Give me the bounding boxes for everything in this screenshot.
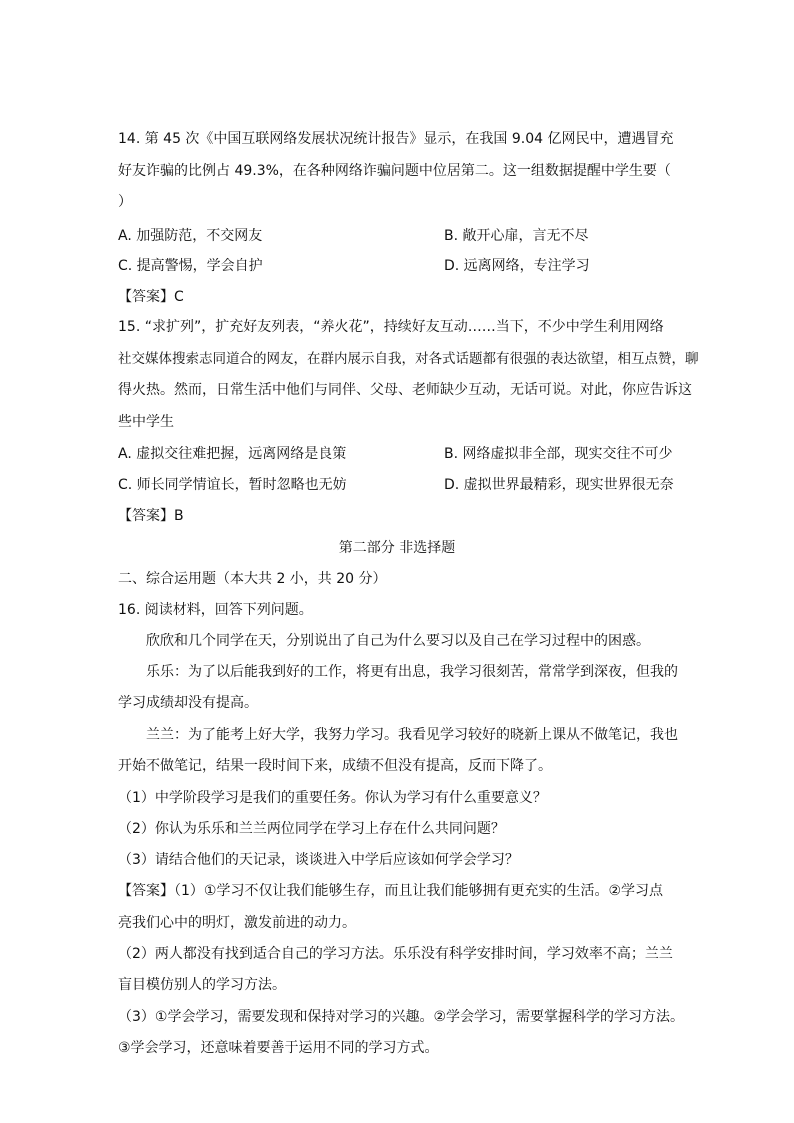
q14-stem-line-1: 14. 第 45 次《中国互联网络发展状况统计报告》显示，在我国 9.04 亿网民中，遭遇冒充 [118,131,674,147]
q16-material-p3-line-2: 开始不做笔记，结果一段时间下来，成绩不但没有提高，反而下降了。 [118,758,552,774]
q16-answer-3-line-1: （3）①学会学习，需要发现和保持对学习的兴趣。②学会学习，需要掌握科学的学习方法。 [118,1009,685,1025]
q14-option-b: B. 敞开心扉，言无不尽 [444,228,589,244]
q15-option-d: D. 虚拟世界最精彩，现实世界很无奈 [444,477,674,493]
q16-answer-2-line-1: （2）两人都没有找到适合自己的学习方法。乐乐没有科学安排时间，学习效率不高；兰兰 [118,946,673,962]
q14-option-a: A. 加强防范，不交网友 [118,228,263,244]
q15-option-c: C. 师长同学情谊长，暂时忽略也无妨 [118,477,347,493]
part2-heading: 第二部分 非选择题 [338,540,456,556]
q16-sub-question-3: （3）请结合他们的天记录，谈谈进入中学后应该如何学会学习？ [118,852,519,868]
q16-answer-2-line-2: 盲目模仿别人的学习方法。 [118,977,286,993]
q16-answer-1-line-2: 亮我们心中的明灯，激发前进的动力。 [118,915,356,931]
q16-answer-1-line-1: 【答案】（1）①学习不仅让我们能够生存，而且让我们能够拥有更充实的生活。②学习点 [118,883,664,899]
q16-material-p3-line-1: 兰兰：为了能考上好大学，我努力学习。我看见学习较好的晓新上课从不做笔记，我也 [146,727,678,743]
q14-answer: 【答案】C [118,289,184,305]
q16-material-p2-line-1: 乐乐：为了以后能我到好的工作，将更有出息，我学习很刻苦，常常学到深夜，但我的 [146,664,678,680]
q15-option-b: B. 网络虚拟非全部，现实交往不可少 [444,446,673,462]
q15-stem-line-4: 些中学生 [118,414,174,430]
q16-sub-question-2: （2）你认为乐乐和兰兰两位同学在学习上存在什么共同问题？ [118,821,505,837]
q14-stem-line-2: 好友诈骗的比例占 49.3%，在各种网络诈骗问题中位居第二。这一组数据提醒中学生要（ [118,163,671,179]
q15-stem-line-2: 社交媒体搜索志同道合的网友，在群内展示自我，对各式话题都有很强的表达欲望，相互点赞，聊 [118,351,699,367]
q15-option-a: A. 虚拟交往难把握，远离网络是良策 [118,446,347,462]
q15-answer: 【答案】B [118,508,184,524]
q14-option-c: C. 提高警惕，学会自护 [118,258,263,274]
q16-answer-3-line-2: ③学会学习，还意味着要善于运用不同的学习方式。 [118,1040,439,1056]
q15-stem-line-3: 得火热。然而，日常生活中他们与同伴、父母、老师缺少互动，无话可说。对此，你应告诉这 [118,382,692,398]
q16-material-p1: 欣欣和几个同学在天，分别说出了自己为什么要习以及自己在学习过程中的困惑。 [146,633,650,649]
q16-sub-question-1: （1）中学阶段学习是我们的重要任务。你认为学习有什么重要意义？ [118,790,547,806]
q15-stem-line-1: 15. “求扩列”，扩充好友列表，“养火花”，持续好友互动……当下，不少中学生利用网络 [118,319,664,335]
q16-material-p2-line-2: 学习成绩却没有提高。 [118,695,258,711]
q14-stem-line-3: ） [118,194,132,210]
section-heading: 二、综合运用题（本大共 2 小，共 20 分） [118,571,387,587]
q16-intro: 16. 阅读材料，回答下列问题。 [118,602,313,618]
q14-option-d: D. 远离网络，专注学习 [444,258,590,274]
